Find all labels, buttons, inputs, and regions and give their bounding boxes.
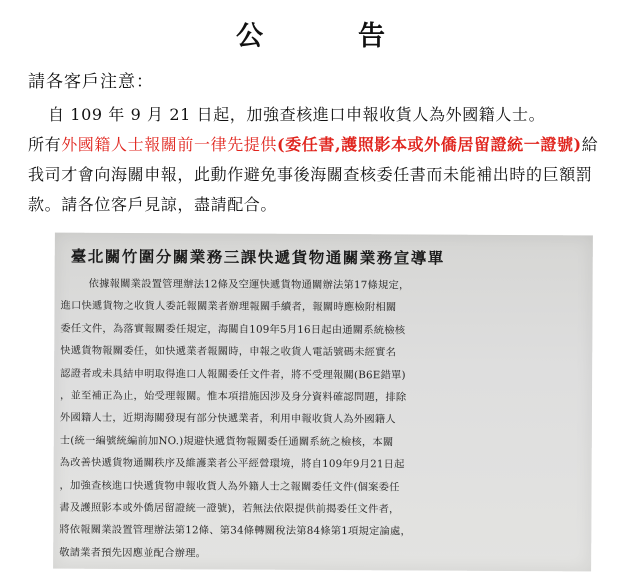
photo-line: 認證者或未具結申明取得進口人報關委任文件者，將不受理報關(B6E錯單) [60,367,406,382]
photo-line: 士(統一編號統編前加NO.)規避快遞貨物報關委任通關系統之檢核，本關 [59,434,394,449]
photo-line: 快遞貨物報關委任，如快遞業者報關時，申報之收貨人電話號碼未經實名 [60,344,397,359]
notice-paragraph-1: 自 109 年 9 月 21 日起，加強查核進口申報收貨人為外國籍人士。 [48,105,546,124]
notice-paragraph-2 [28,130,600,220]
greeting: 請各客戶注意： [28,72,154,92]
notice-red-text: 外國籍人士報關前一律先提供 [61,135,278,154]
photo-line: 為改善快遞貨物通關秩序及維護業者公平經營環境，將自109年9月21日起 [59,456,405,471]
notice-body [28,100,600,220]
photo-line: 委任文件，為落實報關委任規定，海關自109年5月16日起由通關系統檢核 [60,322,406,337]
photo-line: 進口快遞貨物之收貨人委託報關業者辦理報關手續者，報關時應檢附相關 [60,300,397,314]
photo-line: ，加強查核進口快遞貨物申報收貨人為外籍人士之報關委任文件(個案委任 [59,479,400,494]
notice-lead: 所有 [28,135,62,154]
notice-red-bold-text: (委任書,護照影本或外僑居留證統一證號) [277,135,582,154]
photo-line: 書及護照影本或外僑居留證統一證號)，若無法依限提供前揭委任文件者， [59,501,400,516]
notice-tail: 給我司才會向海關申報，此動作避免事後海關查核委任書而未能補出時的巨額罰款。請各位客戶見諒，盡請配合。 [28,135,599,214]
photo-line: 外國籍人士，近期海關發現有部分快遞業者，利用申報收貨人為外國籍人 [59,412,396,426]
photo-body [59,273,589,567]
photo-heading: 臺北關竹圍分關業務三課快遞貨物通關業務宣導單 [70,246,445,268]
photo-line: 敬請業者預先因應並配合辦理。 [59,546,207,560]
page-title: 公 告 [236,21,419,52]
photo-line: 將依報關業設置管理辦法第12條、第34條轉關稅法第84條第1項規定論處， [59,524,412,538]
photo-line: 依據報關業設置管理辦法12條及空運快遞貨物通關辦法第17條規定， [88,277,410,292]
announcement-photo [53,233,593,572]
photo-line: ，並至補正為止，始受理報關。惟本項措施因涉及身分資料確認問題，排除 [59,389,407,404]
